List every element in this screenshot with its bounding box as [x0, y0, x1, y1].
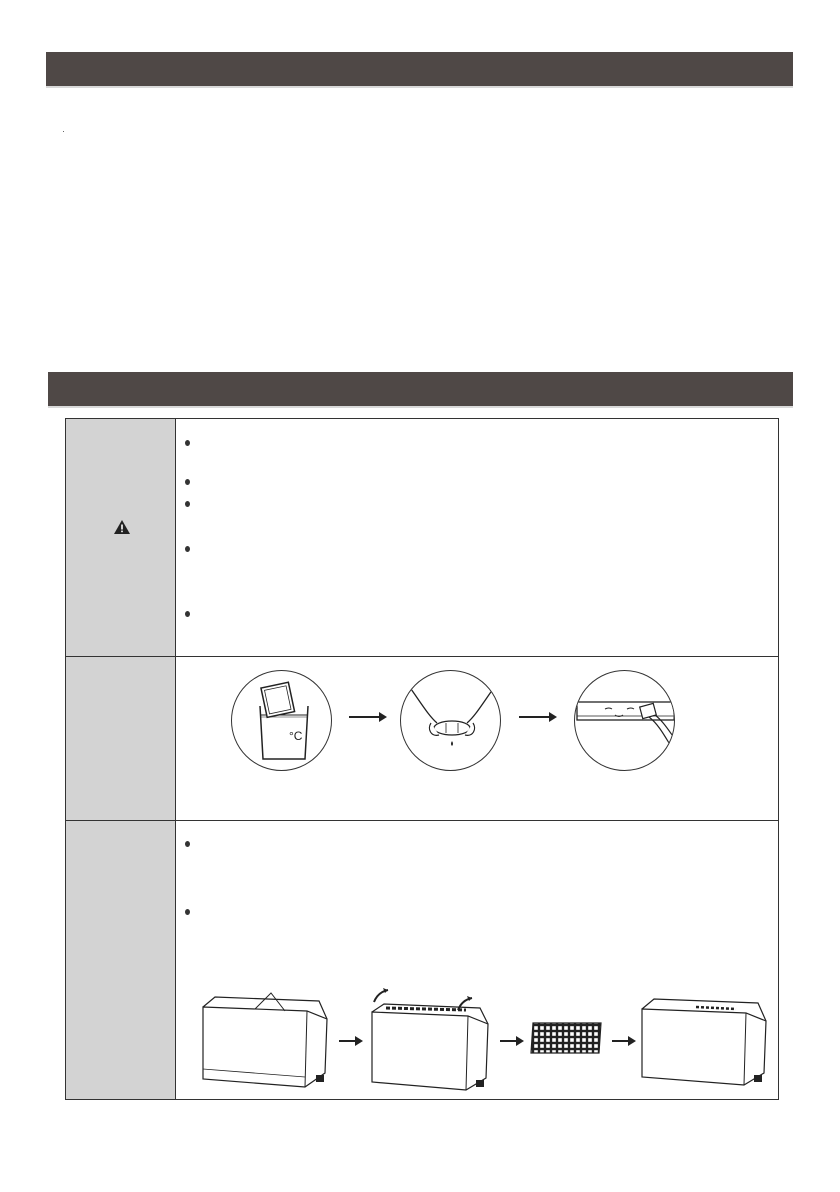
arrow-right-icon [612, 1040, 630, 1042]
warning-icon [113, 519, 131, 535]
section-header-bar-1 [46, 52, 793, 86]
arrow-right-icon [339, 1040, 357, 1042]
row-caution-label-cell [66, 419, 176, 656]
bullet-icon [185, 909, 190, 915]
wring-cloth-illustration [400, 670, 501, 771]
air-filter-illustration [527, 1019, 607, 1059]
bullet-icon [185, 440, 190, 446]
section-header-bar-2 [48, 372, 793, 406]
arrow-right-icon [349, 716, 381, 718]
bullet-icon [185, 841, 190, 847]
wipe-unit-illustration [574, 670, 675, 771]
temperature-unit: °C [289, 729, 303, 743]
row-divider [66, 656, 778, 657]
row-cleaning-filter-label-cell [66, 820, 176, 1099]
bullet-icon [185, 611, 190, 617]
lift-panel-illustration [366, 982, 496, 1094]
soak-cloth-illustration [231, 670, 332, 771]
bullet-icon [185, 479, 190, 485]
section-header-2-underline [48, 406, 793, 408]
reinstall-panel-illustration [636, 989, 772, 1093]
bullet-icon [185, 501, 190, 507]
maintenance-table [65, 418, 779, 1100]
stray-dot [63, 131, 64, 132]
bullet-icon [185, 546, 190, 552]
arrow-right-icon [519, 716, 551, 718]
row-cleaning-unit-label-cell [66, 656, 176, 820]
section-header-1-underline [46, 86, 793, 88]
row-divider [66, 820, 778, 821]
arrow-right-icon [500, 1040, 518, 1042]
open-front-panel-illustration [195, 989, 333, 1094]
